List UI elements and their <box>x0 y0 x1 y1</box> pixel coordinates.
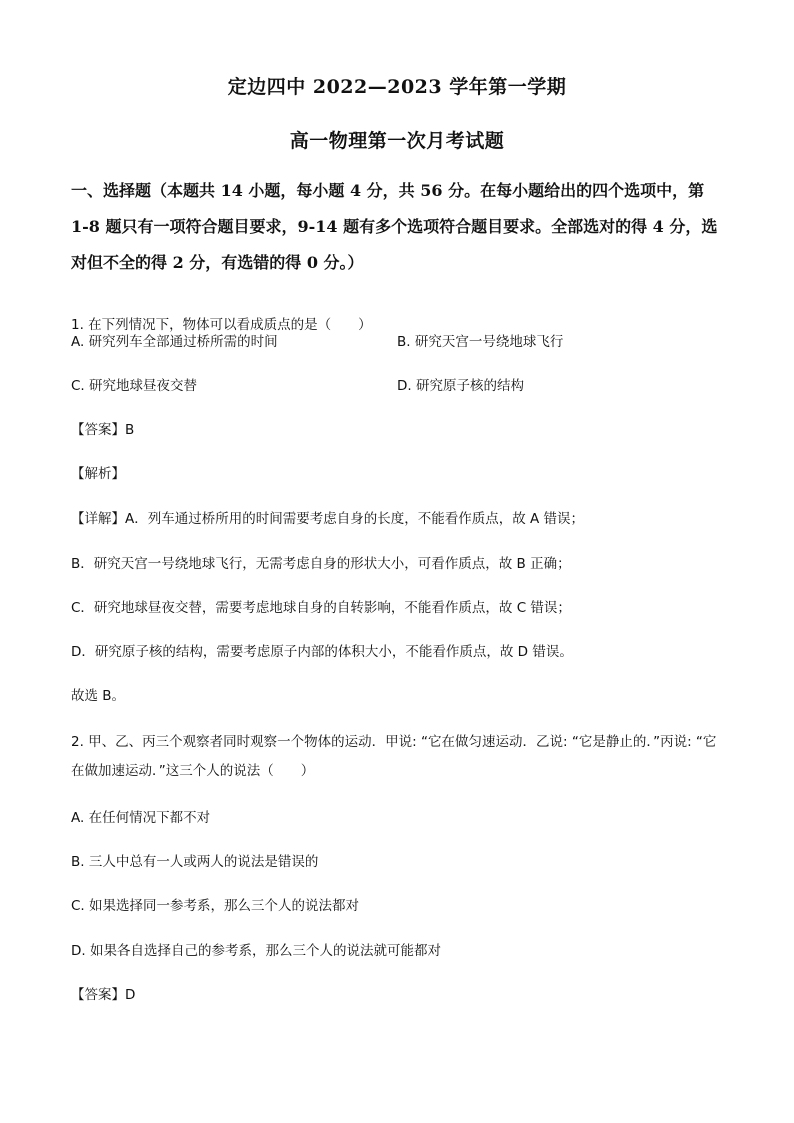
question-1-option-a: A. 研究列车全部通过桥所需的时间 <box>71 334 278 350</box>
question-2-stem: 2. 甲、乙、丙三个观察者同时观察一个物体的运动．甲说: “它在做匀速运动．乙说: “它是静止的．”丙说: “它在做加速运动．”这三个人的说法（ ） <box>71 734 717 779</box>
question-1-option-c: C. 研究地球昼夜交替 <box>71 378 198 394</box>
question-2-answer <box>71 983 135 1003</box>
question-1-detail-c: C．研究地球昼夜交替，需要考虑地球自身的自转影响，不能看作质点，故 C 错误； <box>71 600 571 616</box>
exam-subtitle: 高一物理第一次月考试题 <box>289 130 505 152</box>
question-1-detail-a: 【详解】A．列车通过桥所用的时间需要考虑自身的长度，不能看作质点，故 A 错误； <box>71 511 585 527</box>
question-1-stem: 1. 在下列情况下，物体可以看成质点的是（ ） <box>71 317 372 333</box>
answer-value: D <box>125 987 136 1003</box>
question-1-analysis-label: 【解析】 <box>71 466 125 482</box>
answer-label: 【答案】 <box>71 987 125 1003</box>
question-1-option-b: B. 研究天宫一号绕地球飞行 <box>397 334 564 350</box>
question-2-option-b: B. 三人中总有一人或两人的说法是错误的 <box>71 854 319 870</box>
question-2-option-d: D. 如果各自选择自己的参考系，那么三个人的说法就可能都对 <box>71 943 441 959</box>
question-1-detail-d: D．研究原子核的结构，需要考虑原子内部的体积大小，不能看作质点，故 D 错误。 <box>71 644 573 660</box>
question-1-detail-b: B．研究天宫一号绕地球飞行，无需考虑自身的形状大小，可看作质点，故 B 正确； <box>71 556 571 572</box>
question-1-option-d: D. 研究原子核的结构 <box>397 378 524 394</box>
question-1-conclusion: 故选 B。 <box>71 688 126 704</box>
answer-label: 【答案】 <box>71 422 125 438</box>
question-2-option-c: C. 如果选择同一参考系，那么三个人的说法都对 <box>71 898 360 914</box>
section-instructions: 一、选择题（本题共 14 小题，每小题 4 分，共 56 分。在每小题给出的四个选项中，第 1-8 题只有一项符合题目要求，9-14 题有多个选项符合题目要求。全部选对的得 4 分，选对但不全的得 2 分，有选错的得 0 分。） <box>71 181 718 272</box>
exam-title: 定边四中 2022—2023 学年第一学期 <box>227 76 567 98</box>
answer-value: B <box>125 422 135 438</box>
question-2-option-a: A. 在任何情况下都不对 <box>71 810 211 826</box>
question-1-answer <box>71 418 134 438</box>
